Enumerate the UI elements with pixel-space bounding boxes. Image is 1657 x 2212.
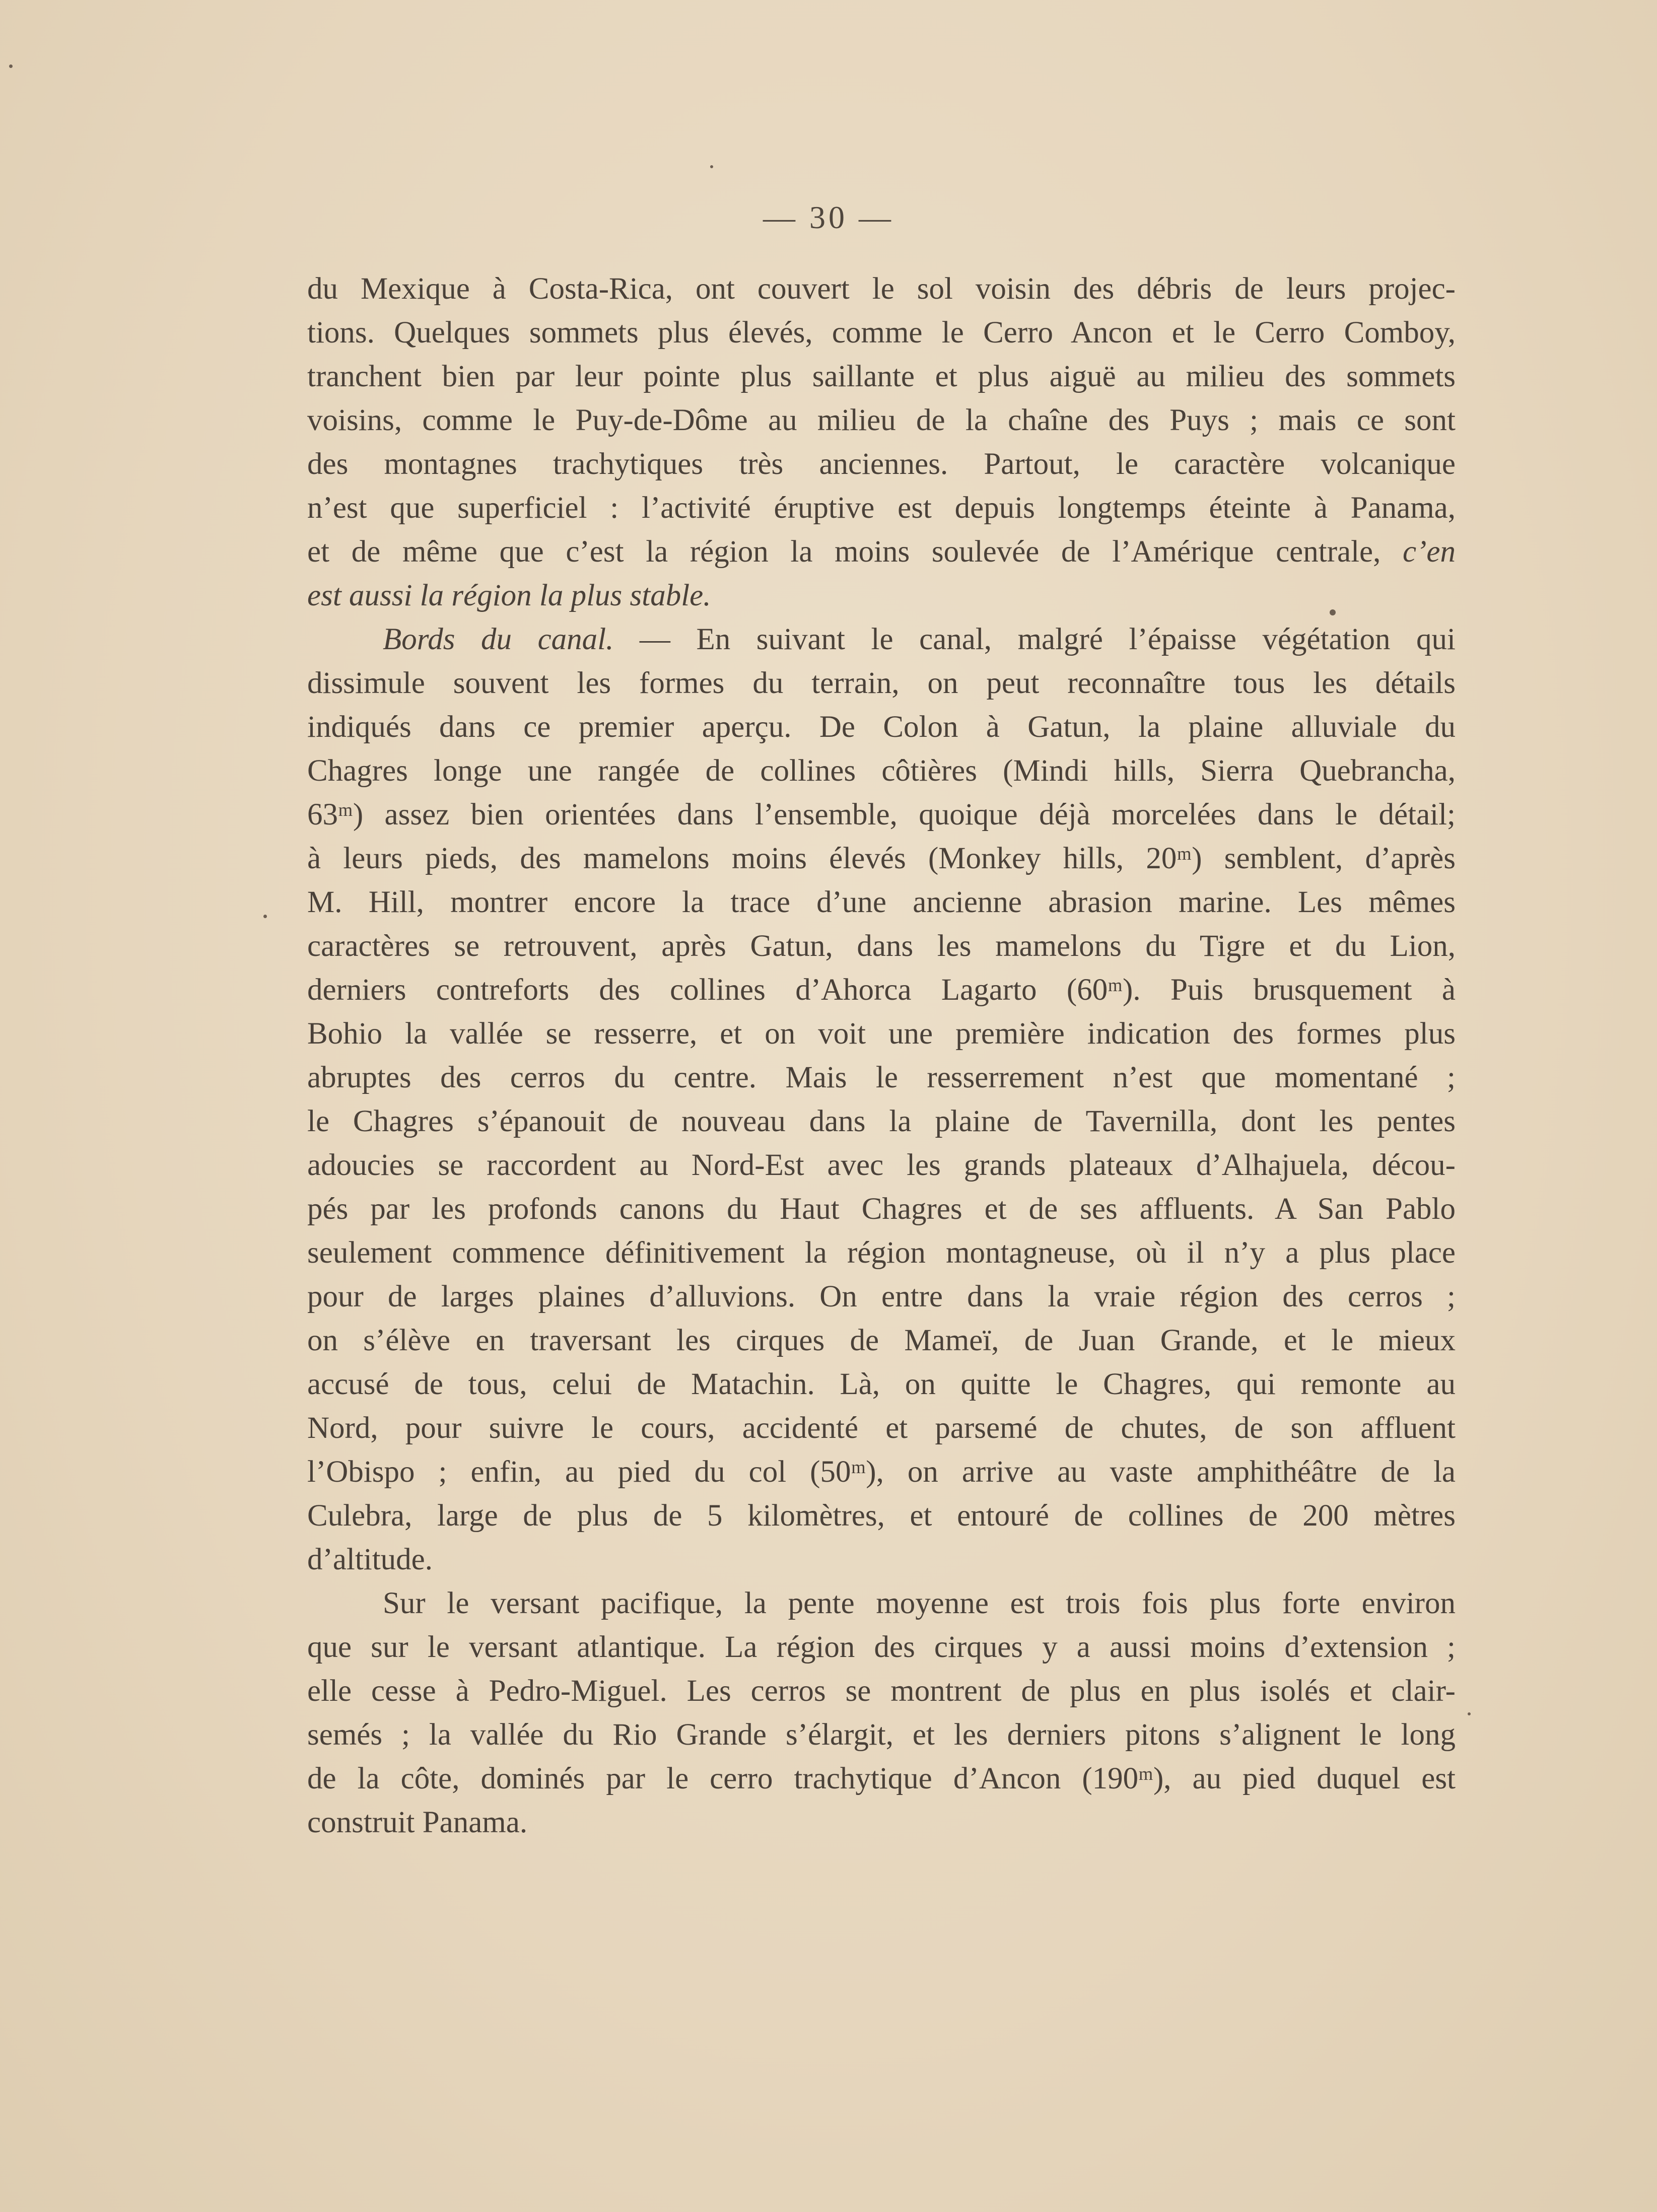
paper-speck [710,165,713,168]
text-line: M. Hill, montrer encore la trace d’une ancienne abrasion marine. Les mêmes [307,885,1456,919]
paper-speck [263,915,267,918]
text-line: pés par les profonds canons du Haut Chagres et de ses affluents. A San Pablo [307,1192,1456,1226]
body-text [307,267,1456,1844]
text-line: que sur le versant atlantique. La région des cirques y a aussi moins d’extension ; [307,1630,1456,1664]
text-line: de la côte, dominés par le cerro trachytique d’Ancon (190ᵐ), au pied duquel est [307,1762,1456,1795]
page-number: — 30 — [763,199,894,235]
paper-speck [9,64,13,68]
text-line: n’est que superficiel : l’activité éruptive est depuis longtemps éteinte à Panama, [307,491,1456,525]
paper-speck [1468,1712,1471,1715]
text-line [307,530,1456,574]
text-line: elle cesse à Pedro-Miguel. Les cerros se montrent de plus en plus isolés et clair- [307,1674,1456,1708]
text-line: dissimule souvent les formes du terrain, on peut reconnaître tous les détails [307,666,1456,700]
paragraph-first-line: Sur le versant pacifique, la pente moyenne est trois fois plus forte environ [383,1586,1456,1620]
text-line: Chagres longe une rangée de collines côtières (Mindi hills, Sierra Quebrancha, [307,754,1456,788]
text-line: adoucies se raccordent au Nord-Est avec les grands plateaux d’Alhajuela, décou- [307,1148,1456,1182]
text-line: accusé de tous, celui de Matachin. Là, on quitte le Chagres, qui remonte au [307,1367,1456,1401]
text-line: pour de larges plaines d’alluvions. On entre dans la vraie région des cerros ; [307,1280,1456,1314]
text-line: abruptes des cerros du centre. Mais le resserrement n’est que momentané ; [307,1061,1456,1094]
text-line: caractères se retrouvent, après Gatun, dans les mamelons du Tigre et du Lion, [307,929,1456,963]
text-line: voisins, comme le Puy-de-Dôme au milieu de la chaîne des Puys ; mais ce sont [307,403,1456,437]
text-line: tranchent bien par leur pointe plus saillante et plus aiguë au milieu des sommets [307,360,1456,393]
text-line: tions. Quelques sommets plus élevés, comme le Cerro Ancon et le Cerro Comboy, [307,316,1456,350]
text-line: seulement commence définitivement la région montagneuse, où il n’y a plus place [307,1236,1456,1270]
text-line: des montagnes trachytiques très anciennes. Partout, le caractère volcanique [307,447,1456,481]
text-line: à leurs pieds, des mamelons moins élevés (Monkey hills, 20ᵐ) semblent, d’après [307,842,1456,875]
text-line-italic [307,574,1456,617]
section-heading-italic: Bords du canal. [383,623,614,656]
text-line: l’Obispo ; enfin, au pied du col (50ᵐ), on arrive au vaste amphithéâtre de la [307,1455,1456,1489]
text-line: d’altitude. [307,1543,433,1576]
text-line: le Chagres s’épanouit de nouveau dans la plaine de Tavernilla, dont les pentes [307,1104,1456,1138]
text-line: du Mexique à Costa-Rica, ont couvert le sol voisin des débris de leurs projec- [307,272,1456,306]
text-line: 63ᵐ) assez bien orientées dans l’ensemble, quoique déjà morcelées dans le détail; [307,798,1456,832]
text-line: Bohio la vallée se resserre, et on voit une première indication des formes plus [307,1017,1456,1051]
text-segment: — En suivant le canal, malgré l’épaisse végétation qui [613,623,1456,656]
text-line: derniers contreforts des collines d’Ahorca Lagarto (60ᵐ). Puis brusquement à [307,973,1456,1007]
text-line: on s’élève en traversant les cirques de Mameï, de Juan Grande, et le mieux [307,1324,1456,1357]
italic-text: c’en [1403,535,1456,569]
text-segment: et de même que c’est la région la moins soulevée de l’Amérique centrale, [307,535,1381,569]
text-line: Nord, pour suivre le cours, accidenté et parsemé de chutes, de son affluent [307,1411,1456,1445]
text-line: construit Panama. [307,1806,528,1839]
italic-text: est aussi la région la plus stable. [307,579,711,612]
text-line: indiqués dans ce premier aperçu. De Colon à Gatun, la plaine alluviale du [307,710,1456,744]
paragraph-first-line [307,617,1456,661]
text-line: semés ; la vallée du Rio Grande s’élargit, et les derniers pitons s’alignent le long [307,1718,1456,1752]
text-line: Culebra, large de plus de 5 kilomètres, et entouré de collines de 200 mètres [307,1499,1456,1533]
